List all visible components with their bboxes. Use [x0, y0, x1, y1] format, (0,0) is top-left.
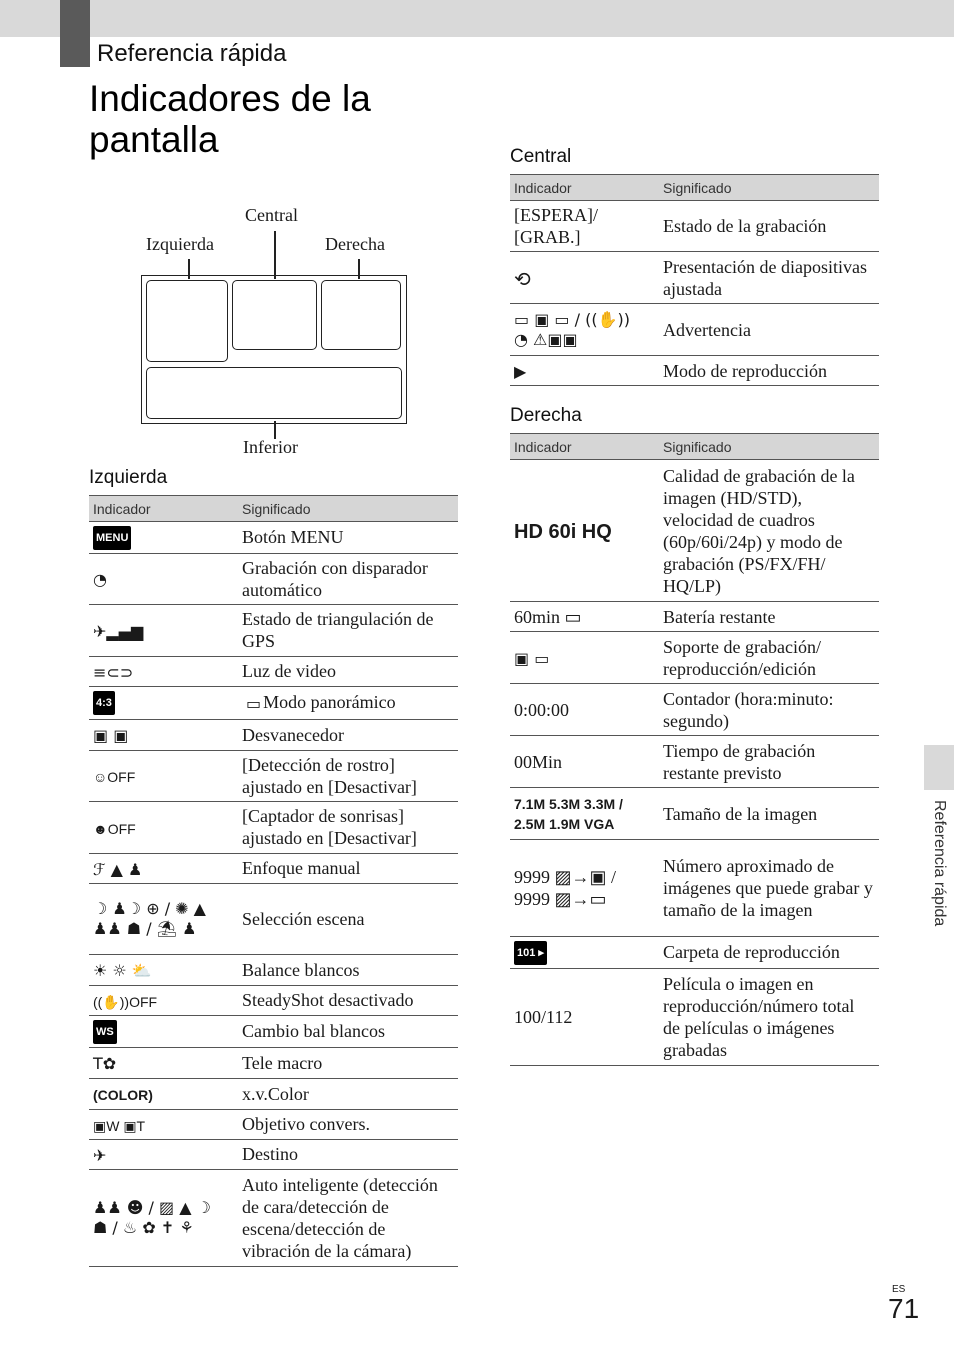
- meaning-cell: Soporte de grabación/ reproducción/edición: [659, 632, 879, 684]
- tele-macro-icon: T✿: [93, 1054, 117, 1074]
- table-row: [89, 1169, 458, 1266]
- table-row: [89, 522, 458, 554]
- warning-icon: ▭ ▣ ▭ / ((✋)) ◔ ⚠▣▣: [514, 309, 630, 349]
- pointer-center: [274, 231, 276, 279]
- table-row: [510, 968, 879, 1065]
- table-row: [510, 684, 879, 736]
- table-row: [510, 736, 879, 788]
- media-icon: ▣ ▭: [514, 648, 550, 668]
- area-left: [146, 280, 228, 362]
- image-size-icon: 7.1M 5.3M 3.3M / 2.5M 1.9M VGA: [514, 795, 623, 832]
- menu-icon: MENU: [93, 526, 131, 550]
- left-indicator-table: [89, 495, 458, 1267]
- section-marker: [60, 0, 90, 67]
- table-row: [89, 1015, 458, 1047]
- remaining-time-cell: 00Min: [510, 736, 659, 788]
- side-tab-label: Referencia rápida: [931, 800, 948, 927]
- table-row: [510, 840, 879, 937]
- meaning-cell: [Detección de rostro] ajustado en [Desactivar]: [238, 750, 458, 801]
- meaning-cell: Tiempo de grabación restante previsto: [659, 736, 879, 788]
- table-row: [89, 719, 458, 750]
- table-row: [89, 1109, 458, 1139]
- slideshow-repeat-icon: ⟲: [514, 266, 531, 291]
- top-bar: [0, 0, 954, 37]
- white-balance-icon: ☀ ☼ ⛅: [93, 961, 152, 981]
- central-table-title: Central: [510, 146, 572, 167]
- table-row: [510, 201, 879, 252]
- meaning-cell: Objetivo convers.: [238, 1109, 458, 1139]
- face-detection-off-icon: ☺OFF: [93, 769, 136, 786]
- table-row: [89, 686, 458, 719]
- aspect-ratio-icon: 4:3: [93, 691, 115, 715]
- image-count-cell: 9999 ▨→▣ / 9999 ▨→▭: [514, 867, 617, 909]
- central-indicator-table: [510, 174, 879, 386]
- area-bottom: [146, 367, 402, 419]
- col-indicator: Indicador: [510, 175, 659, 201]
- intelligent-auto-icon: ♟♟ ☻ / ▨ ▲ ☽ ☗ / ♨ ✿ ✝ ⚘: [93, 1197, 211, 1237]
- meaning-cell: Película o imagen en reproducción/número total de películas o imágenes grabadas: [659, 968, 879, 1065]
- destination-icon: ✈: [93, 1145, 107, 1165]
- table-row: [89, 954, 458, 985]
- meaning-cell: [Captador de sonrisas] ajustado en [Desactivar]: [238, 801, 458, 853]
- table-row: [89, 985, 458, 1015]
- counter-cell: 0:00:00: [510, 684, 659, 736]
- screen-diagram: [135, 203, 415, 463]
- screen-outline: [141, 275, 407, 424]
- film-icon: ▭: [246, 694, 262, 714]
- meaning-cell: Batería restante: [659, 602, 879, 632]
- table-row: [89, 604, 458, 656]
- table-row: [89, 656, 458, 686]
- meaning-cell: x.v.Color: [238, 1078, 458, 1109]
- diagram-label-izquierda: Izquierda: [146, 234, 214, 254]
- side-tab: [924, 745, 954, 790]
- meaning-cell: Enfoque manual: [238, 853, 458, 883]
- left-table-title: Izquierda: [89, 467, 168, 488]
- meaning-cell: Modo de reproducción: [659, 356, 879, 386]
- table-row: [510, 460, 879, 602]
- fader-icon: ▣ ▣: [93, 726, 129, 746]
- page-language: ES: [892, 1284, 906, 1295]
- conversion-lens-icon: ▣W ▣T: [93, 1117, 146, 1134]
- gps-icon: ✈▂▄▆: [93, 621, 144, 641]
- meaning-cell: Estado de triangulación de GPS: [238, 604, 458, 656]
- meaning-cell: Tamaño de la imagen: [659, 788, 879, 840]
- playback-folder-icon: 101 ▸: [514, 941, 547, 965]
- table-row: [89, 883, 458, 954]
- battery-cell: 60min ▭: [510, 602, 659, 632]
- recording-status-cell: [ESPERA]/ [GRAB.]: [510, 201, 659, 252]
- right-table-title: Derecha: [510, 405, 582, 426]
- table-row: [89, 750, 458, 801]
- diagram-label-central: Central: [245, 205, 298, 225]
- table-row: [89, 553, 458, 604]
- table-row: [510, 356, 879, 386]
- table-row: [89, 801, 458, 853]
- meaning-cell: SteadyShot desactivado: [238, 985, 458, 1015]
- page-title: Indicadores de la pantalla: [89, 78, 371, 160]
- table-row: [89, 1139, 458, 1169]
- meaning-cell: Botón MENU: [238, 522, 458, 554]
- table-row: [510, 937, 879, 969]
- meaning-cell: Auto inteligente (detección de cara/detección de escena/detección de vibración de la cámara): [238, 1169, 458, 1266]
- meaning-cell: Número aproximado de imágenes que puede grabar y tamaño de la imagen: [659, 840, 879, 937]
- table-row: [510, 304, 879, 356]
- meaning-cell: Cambio bal blancos: [238, 1015, 458, 1047]
- video-light-icon: ≡⊂⊃: [93, 662, 134, 682]
- recording-quality-icon: HD 60i HQ: [514, 520, 612, 543]
- area-center: [232, 280, 317, 350]
- meaning-cell: Balance blancos: [238, 954, 458, 985]
- table-row: [510, 788, 879, 840]
- table-row: [510, 252, 879, 304]
- meaning-cell: Selección escena: [238, 883, 458, 954]
- playback-count-cell: 100/112: [510, 968, 659, 1065]
- right-indicator-table: [510, 433, 879, 1066]
- white-balance-shift-icon: WS: [93, 1020, 117, 1044]
- page-number: 71: [888, 1293, 920, 1324]
- meaning-cell: Desvanecedor: [238, 719, 458, 750]
- play-mode-icon: ▶: [514, 361, 527, 381]
- col-meaning: Significado: [238, 496, 458, 522]
- steadyshot-off-icon: ((✋))OFF: [93, 993, 158, 1010]
- col-indicator: Indicador: [510, 434, 659, 460]
- table-row: [510, 632, 879, 684]
- meaning-cell: Carpeta de reproducción: [659, 937, 879, 969]
- meaning-cell: Presentación de diapositivas ajustada: [659, 252, 879, 304]
- meaning-cell: Luz de video: [238, 656, 458, 686]
- self-timer-icon: ◔: [93, 570, 107, 590]
- meaning-cell: Advertencia: [659, 304, 879, 356]
- meaning-cell: Grabación con disparador automático: [238, 553, 458, 604]
- section-title: Referencia rápida: [97, 40, 287, 67]
- meaning-text: Modo panorámico: [263, 692, 396, 713]
- col-meaning: Significado: [659, 175, 879, 201]
- table-row: [89, 1047, 458, 1078]
- manual-focus-icon: ℱ ▲ ♟: [93, 859, 143, 879]
- meaning-cell: Tele macro: [238, 1047, 458, 1078]
- diagram-label-derecha: Derecha: [325, 234, 385, 254]
- smile-shutter-off-icon: ☻OFF: [93, 820, 136, 837]
- meaning-cell: Contador (hora:minuto: segundo): [659, 684, 879, 736]
- diagram-label-inferior: Inferior: [243, 437, 298, 457]
- table-row: [89, 1078, 458, 1109]
- xvcolor-icon: (COLOR): [93, 1087, 153, 1104]
- area-right: [321, 280, 401, 350]
- meaning-cell: Destino: [238, 1139, 458, 1169]
- scene-selection-icon: ☽ ♟☽ ⊕ / ✺ ▲ ♟♟ ☗ / ⛱ ♟: [93, 898, 206, 938]
- col-indicator: Indicador: [89, 496, 238, 522]
- meaning-cell: Estado de la grabación: [659, 201, 879, 252]
- meaning-cell: Calidad de grabación de la imagen (HD/STD), velocidad de cuadros (60p/60i/24p) y modo de grabación (PS/FX/FH/ HQ/LP): [659, 460, 879, 602]
- table-row: [510, 602, 879, 632]
- table-row: [89, 853, 458, 883]
- col-meaning: Significado: [659, 434, 879, 460]
